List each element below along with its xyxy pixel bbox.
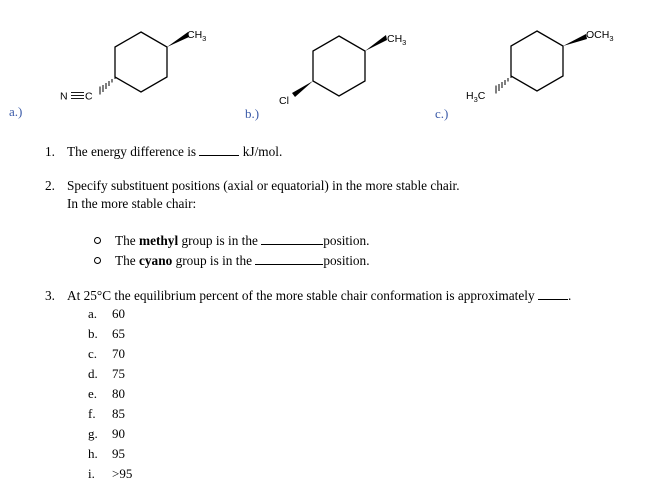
cyclohexane-ring-c bbox=[511, 31, 563, 91]
option-value: 60 bbox=[112, 306, 125, 321]
wedge-bond-c bbox=[563, 34, 587, 46]
answer-blank-1[interactable] bbox=[199, 144, 239, 156]
option-value: 75 bbox=[112, 366, 125, 381]
option-letter: i. bbox=[88, 466, 95, 481]
question-1-text: The energy difference is bbox=[67, 144, 197, 159]
bullet-text: The bbox=[115, 253, 139, 268]
question-2 bbox=[45, 178, 460, 194]
bullet-bold: cyano bbox=[139, 253, 173, 268]
question-3-end: . bbox=[567, 288, 572, 303]
nitrogen-label-a: N bbox=[60, 90, 68, 103]
bullet-end: position. bbox=[323, 233, 370, 248]
option-value: 85 bbox=[112, 406, 125, 421]
option-letter: e. bbox=[88, 386, 98, 401]
wedge-bond-a bbox=[167, 32, 189, 47]
option-letter: b. bbox=[88, 326, 98, 341]
bullet-icon bbox=[94, 237, 101, 244]
bullet-text: The bbox=[115, 233, 139, 248]
option-value: 65 bbox=[112, 326, 125, 341]
structures-figure bbox=[0, 0, 672, 135]
question-number: 1. bbox=[45, 144, 55, 159]
option-value: 95 bbox=[112, 446, 125, 461]
bullet-cyano bbox=[94, 253, 370, 269]
cl-label-b: Cl bbox=[279, 95, 289, 107]
answer-blank-cyano[interactable] bbox=[255, 253, 323, 265]
wedge-bond-b-cl bbox=[292, 81, 313, 97]
bullet-text: group is in the bbox=[178, 233, 258, 248]
question-number: 2. bbox=[45, 178, 55, 193]
ch3-label-a: $CH_3$ bbox=[187, 29, 207, 43]
structure-label-c: c.) bbox=[435, 106, 449, 121]
answer-option[interactable] bbox=[88, 386, 125, 402]
answer-blank-3[interactable] bbox=[538, 288, 568, 300]
bullet-bold: methyl bbox=[139, 233, 179, 248]
cyclohexane-ring-b bbox=[313, 36, 365, 96]
answer-option[interactable] bbox=[88, 326, 125, 342]
question-3-text: At 25°C the equilibrium percent of the more stable chair conformation is approximately bbox=[67, 288, 535, 303]
option-letter: c. bbox=[88, 346, 98, 361]
question-2-line2: In the more stable chair: bbox=[67, 196, 197, 211]
hash-bond-c bbox=[496, 76, 511, 94]
question-3 bbox=[45, 288, 571, 304]
h3c-label-c: $H_3C$ bbox=[466, 90, 486, 104]
option-value: 90 bbox=[112, 426, 125, 441]
question-number: 3. bbox=[45, 288, 55, 303]
option-letter: d. bbox=[88, 366, 98, 381]
och3-label-c: $OCH_3$ bbox=[586, 29, 614, 43]
triple-bond-a bbox=[71, 93, 84, 99]
hash-bond-a bbox=[100, 77, 115, 95]
option-value: 70 bbox=[112, 346, 125, 361]
structure-label-a: a.) bbox=[9, 104, 23, 119]
answer-option[interactable] bbox=[88, 426, 125, 442]
structure-label-b: b.) bbox=[245, 106, 260, 121]
option-letter: g. bbox=[88, 426, 98, 441]
option-letter: f. bbox=[88, 406, 96, 421]
question-1-unit: kJ/mol. bbox=[242, 144, 283, 159]
answer-blank-methyl[interactable] bbox=[261, 233, 323, 245]
answer-option[interactable] bbox=[88, 466, 132, 482]
bullet-end: position. bbox=[323, 253, 370, 268]
answer-option[interactable] bbox=[88, 406, 125, 422]
question-2-subline bbox=[67, 196, 196, 212]
answer-option[interactable] bbox=[88, 366, 125, 382]
carbon-label-a: C bbox=[85, 90, 93, 103]
bullet-icon bbox=[94, 257, 101, 264]
ch3-label-b: $CH_3$ bbox=[387, 33, 407, 47]
option-letter: a. bbox=[88, 306, 98, 321]
bullet-methyl bbox=[94, 233, 369, 249]
option-value: >95 bbox=[112, 466, 133, 481]
question-2-text: Specify substituent positions (axial or equatorial) in the more stable chair. bbox=[67, 178, 460, 193]
answer-option[interactable] bbox=[88, 306, 125, 322]
wedge-bond-b bbox=[365, 35, 387, 51]
option-letter: h. bbox=[88, 446, 98, 461]
cyclohexane-ring-a bbox=[115, 32, 167, 92]
answer-option[interactable] bbox=[88, 446, 125, 462]
bullet-text: group is in the bbox=[172, 253, 253, 268]
question-1 bbox=[45, 144, 282, 160]
answer-option[interactable] bbox=[88, 346, 125, 362]
option-value: 80 bbox=[112, 386, 125, 401]
